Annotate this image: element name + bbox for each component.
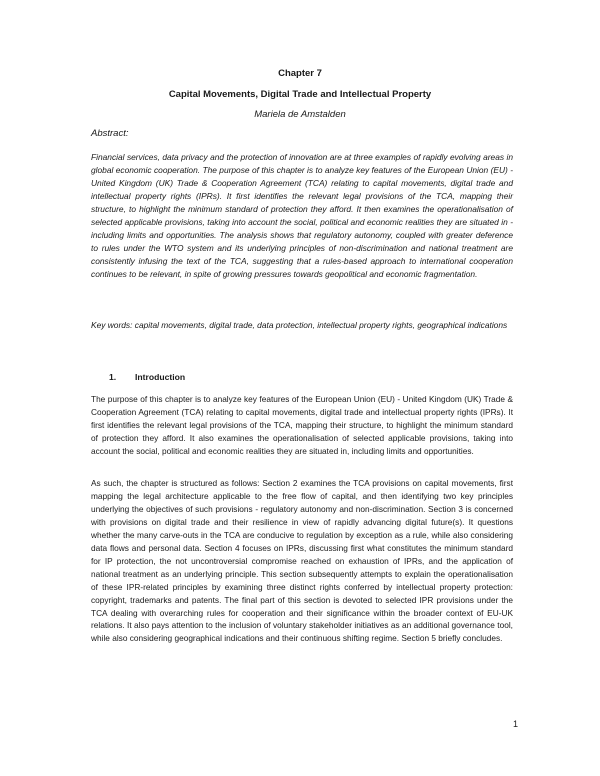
keywords: Key words: capital movements, digital trade, data protection, intellectual property rights, geographical indications	[91, 320, 508, 330]
paragraph: The purpose of this chapter is to analyze key features of the European Union (EU) - United Kingdom (UK) Trade & Cooperation Agreement (TCA) relating to capital movements, digital trade and intellectual property rights (IPRs). It first identifies the relevant legal provisions of the TCA, mapping their structure, to highlight the minimum standard of protection they afford. It also examines the operationalisation of selected applicable provisions, taking into account the social, political and economic realities they are situated in, including limits and opportunities.	[91, 394, 513, 456]
chapter-label: Chapter 7	[278, 68, 322, 79]
abstract-heading: Abstract:	[91, 128, 129, 139]
section-title: Introduction	[135, 372, 186, 382]
section-number: 1.	[109, 372, 117, 382]
page-number: 1	[512, 719, 518, 729]
chapter-title: Capital Movements, Digital Trade and Intellectual Property	[168, 89, 432, 100]
section-heading	[109, 372, 185, 382]
author-name: Mariela de Amstalden	[254, 109, 346, 120]
abstract-body: Financial services, data privacy and the protection of innovation are at three examples of rapidly evolving areas in global economic cooperation. The purpose of this chapter is to analyze key features of the European Union (EU) - United Kingdom (UK) Trade & Cooperation Agreement (TCA) relating to capital movements, digital trade and intellectual property rights (IPRs). It first identifies the relevant legal provisions of the TCA, mapping their structure, to highlight the minimum standard of protection they afford. It then examines the operationalisation of selected applicable provisions, taking into account the social, political and economic realities they are situated in -including limits and opportunities. The analysis shows that regulatory autonomy, coupled with greater deference to rules under the WTO system and its underlying principles of non-discrimination and national treatment are consistently infusing the text of the TCA, suggesting that a rules-based approach to international cooperation continues to be relevant, in spite of growing pressures towards geopolitical and economic fragmentation.	[91, 152, 513, 280]
paragraph: As such, the chapter is structured as follows: Section 2 examines the TCA provisions on capital movements, first mapping the legal architecture applicable to the free flow of capital, and then identifying two key principles underlying the objectives of such provisions - regulatory autonomy and non-discrimination. Section 3 is concerned with provisions on digital trade and their resilience in view of rapidly advancing digital future(s). It questions whether the many carve-outs in the TCA are conducive to regulation by exception as a rule, while also considering data flows and personal data. Section 4 focuses on IPRs, discussing first what constitutes the minimum standard for IP protection, the not uncontroversial compromise reached on exhaustion of IPRs, and the application of national treatment as an underlying principle. This section subsequently attempts to explain the operationalisation of these IPR-related principles by examining three distinct rights conferred by intellectual property protection: copyright, trademarks and patents. The final part of this section is devoted to selected IPR provisions under the TCA dealing with overarching rules for cooperation and their significance within the broader context of EU-UK relations. It also pays attention to the inclusion of voluntary stakeholder initiatives as an additional governance tool, while also considering geographical indications and their continuous shifting regime. Section 5 briefly concludes.	[91, 478, 513, 644]
